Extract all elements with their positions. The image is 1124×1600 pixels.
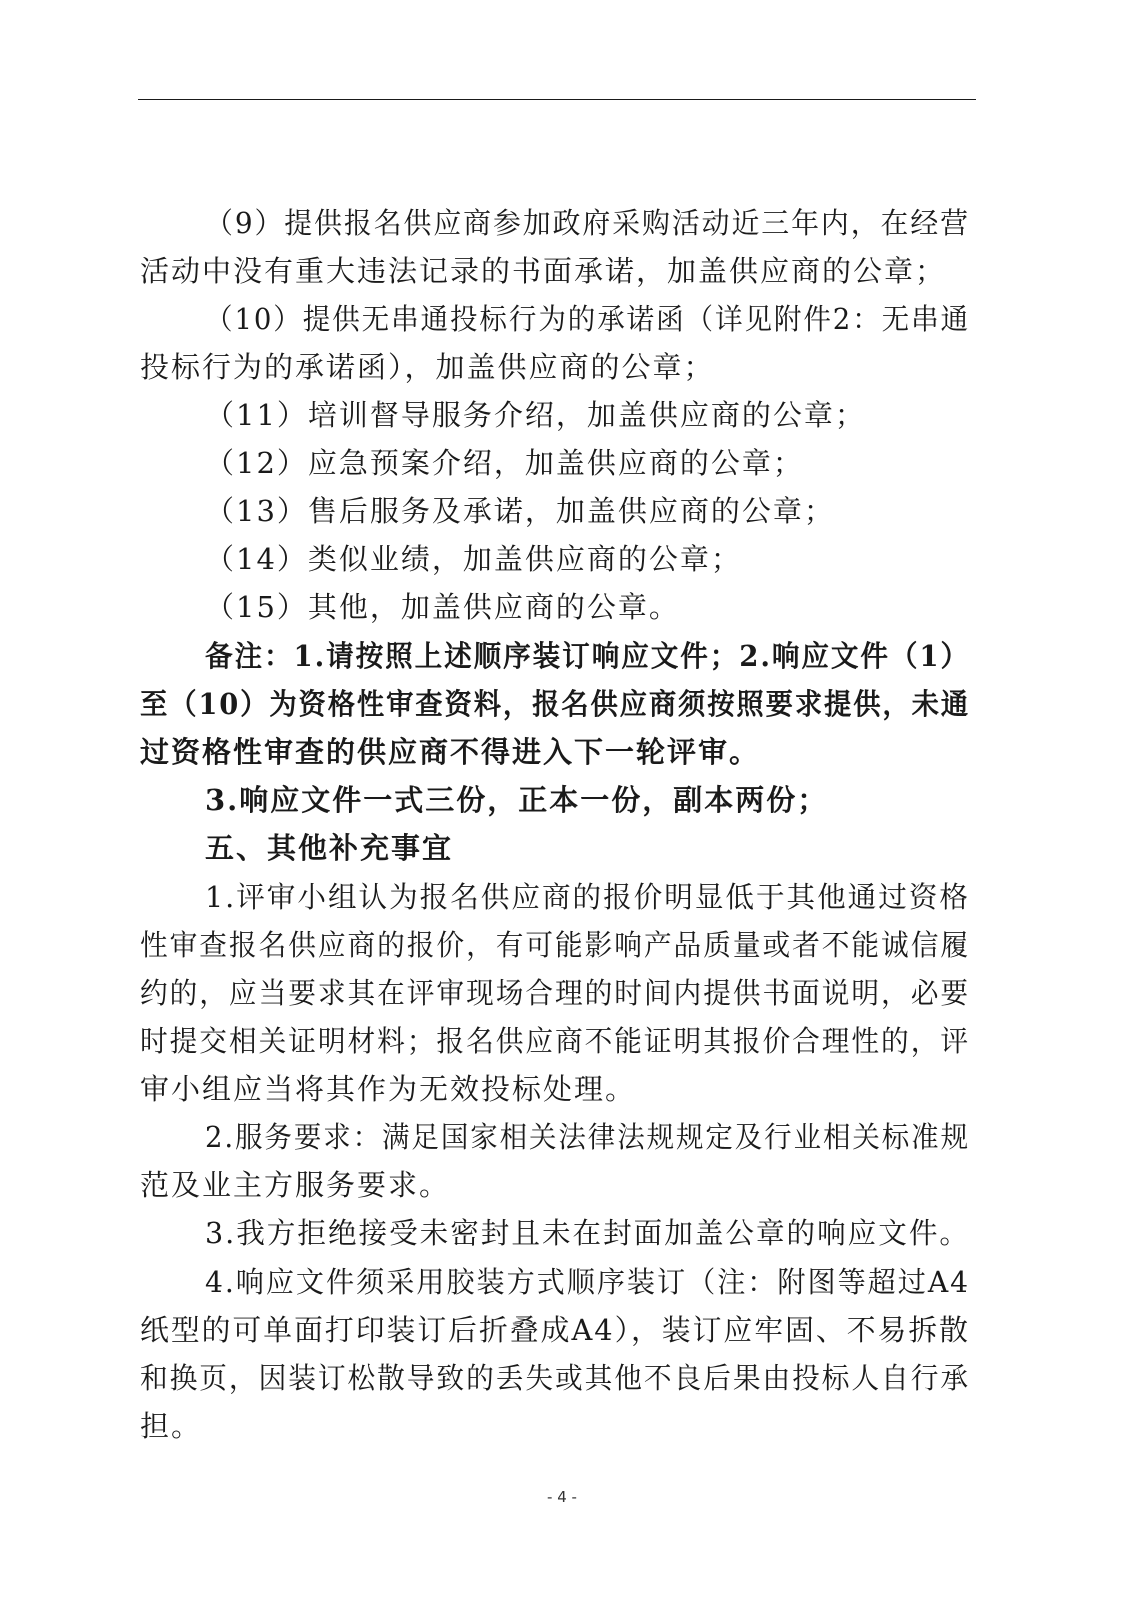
text-line-18: 时提交相关证明材料；报名供应商不能证明其报价合理性的，评 — [140, 1024, 970, 1058]
text-line-26: 担。 — [140, 1409, 203, 1443]
text-line-21: 范及业主方服务要求。 — [140, 1168, 451, 1202]
text-line-9: （15）其他，加盖供应商的公章。 — [205, 590, 680, 624]
text-line-12: 过资格性审查的供应商不得进入下一轮评审。 — [140, 735, 761, 769]
text-line-23: 4.响应文件须采用胶装方式顺序装订（注：附图等超过A4 — [205, 1265, 970, 1299]
page-number: - 4 - — [547, 1488, 577, 1506]
text-line-24: 纸型的可单面打印装订后折叠成A4），装订应牢固、不易拆散 — [140, 1313, 970, 1347]
text-line-10: 备注：1.请按照上述顺序装订响应文件；2.响应文件（1） — [205, 639, 970, 673]
text-line-7: （13）售后服务及承诺，加盖供应商的公章； — [205, 494, 835, 528]
text-line-6: （12）应急预案介绍，加盖供应商的公章； — [205, 446, 804, 480]
text-line-22: 3.我方拒绝接受未密封且未在封面加盖公章的响应文件。 — [205, 1216, 970, 1250]
text-line-3: （10）提供无串通投标行为的承诺函（详见附件2：无串通 — [205, 302, 971, 336]
header-rule — [138, 99, 976, 100]
text-line-25: 和换页，因装订松散导致的丢失或其他不良后果由投标人自行承 — [140, 1361, 970, 1395]
text-line-5: （11）培训督导服务介绍，加盖供应商的公章； — [205, 398, 866, 432]
text-line-16: 性审查报名供应商的报价，有可能影响产品质量或者不能诚信履 — [140, 928, 970, 962]
text-line-20: 2.服务要求：满足国家相关法律法规规定及行业相关标准规 — [205, 1120, 970, 1154]
text-line-15: 1.评审小组认为报名供应商的报价明显低于其他通过资格 — [205, 880, 970, 914]
section-heading: 五、其他补充事宜 — [205, 831, 454, 865]
text-line-11: 至（10）为资格性审查资料，报名供应商须按照要求提供，未通 — [140, 687, 970, 721]
text-line-17: 约的，应当要求其在评审现场合理的时间内提供书面说明，必要 — [140, 976, 970, 1010]
text-line-1: （9）提供报名供应商参加政府采购活动近三年内，在经营 — [205, 206, 970, 240]
text-line-19: 审小组应当将其作为无效投标处理。 — [140, 1072, 637, 1106]
text-line-13: 3.响应文件一式三份，正本一份，副本两份； — [205, 783, 829, 817]
text-line-8: （14）类似业绩，加盖供应商的公章； — [205, 542, 742, 576]
text-line-2: 活动中没有重大违法记录的书面承诺，加盖供应商的公章； — [140, 254, 947, 288]
text-line-4: 投标行为的承诺函），加盖供应商的公章； — [140, 350, 715, 384]
